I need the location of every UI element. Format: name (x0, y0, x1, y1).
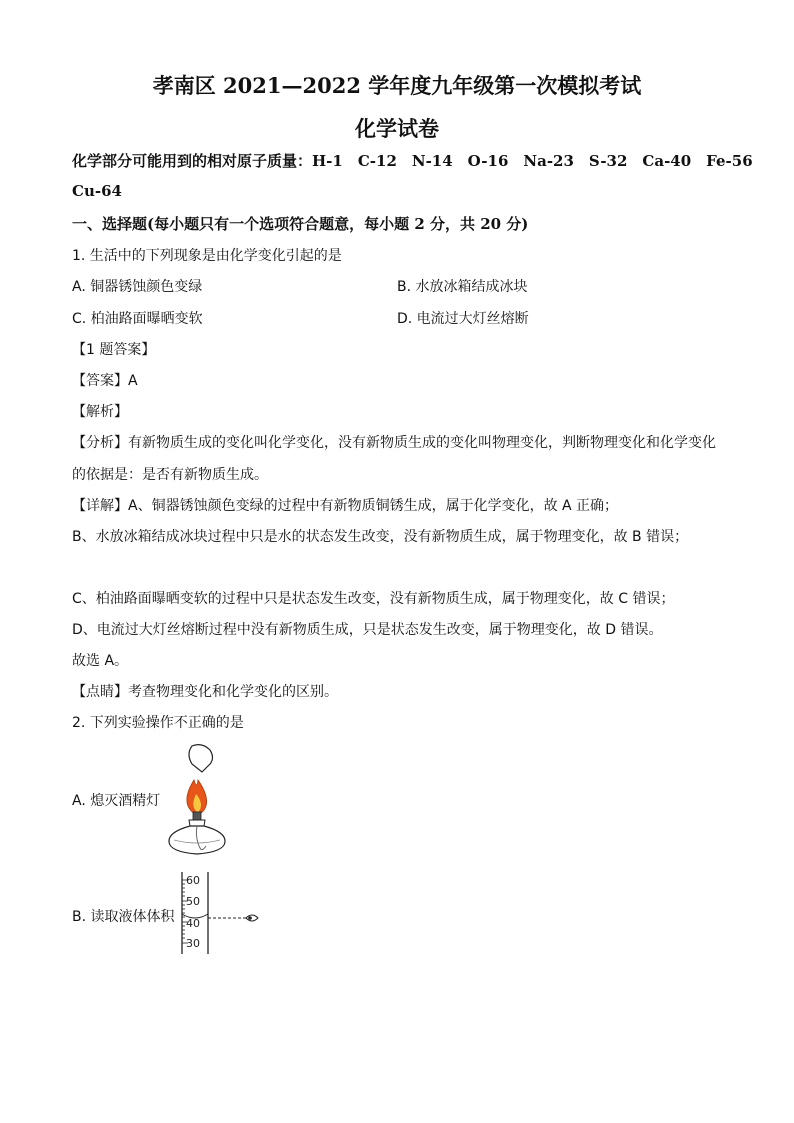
q1-option-d: D. 电流过大灯丝熔断 (397, 311, 529, 327)
q1-detail-d: D、电流过大灯丝熔断过程中没有新物质生成，只是状态发生改变，属于物理变化，故 D 错误。 (72, 622, 663, 638)
q2-option-b: B. 读取液体体积 (72, 909, 175, 925)
cylinder-tick-label: 30 (186, 937, 200, 950)
q1-analysis-line1: 【分析】有新物质生成的变化叫化学变化，没有新物质生成的变化叫物理变化，判断物理变化和化学变化 (72, 435, 716, 451)
alcohol-lamp-figure (162, 742, 232, 860)
q1-detail-c: C、柏油路面曝晒变软的过程中只是状态发生改变，没有新物质生成，属于物理变化，故 C 错误； (72, 591, 675, 607)
q2-option-a: A. 熄灭酒精灯 (72, 793, 161, 809)
cylinder-tick-label: 60 (186, 874, 200, 887)
q1-analysis-line2: 的依据是：是否有新物质生成。 (72, 467, 268, 483)
q2-stem: 2. 下列实验操作不正确的是 (72, 715, 244, 731)
lamp-cap-icon (189, 745, 213, 772)
q1-option-b: B. 水放冰箱结成冰块 (397, 279, 528, 295)
atomic-masses-line1: 化学部分可能用到的相对原子质量：H-1 C-12 N-14 O-16 Na-23 S-32 Ca-40 Fe-56 (72, 152, 753, 170)
atomic-masses-line2: Cu-64 (72, 182, 122, 200)
q1-answer: 【答案】A (72, 373, 138, 389)
q1-stem: 1. 生活中的下列现象是由化学变化引起的是 (72, 248, 342, 264)
q1-answer-title: 【1 题答案】 (72, 342, 156, 358)
q1-option-a: A. 铜器锈蚀颜色变绿 (72, 279, 203, 295)
q1-detail-b: B、水放冰箱结成冰块过程中只是水的状态发生改变，没有新物质生成，属于物理变化，故 B 错误； (72, 529, 689, 545)
page-subtitle: 化学试卷 (355, 116, 439, 141)
q1-comment: 【点睛】考查物理变化和化学变化的区别。 (72, 684, 338, 700)
page-title: 孝南区 2021—2022 学年度九年级第一次模拟考试 (152, 73, 642, 98)
graduated-cylinder-figure (174, 870, 270, 956)
eye-icon (246, 915, 258, 921)
q1-detail-a: 【详解】A、铜器锈蚀颜色变绿的过程中有新物质铜锈生成，属于化学变化，故 A 正确； (72, 498, 619, 514)
q1-option-c: C. 柏油路面曝晒变软 (72, 311, 203, 327)
cylinder-tick-label: 50 (186, 895, 200, 908)
section-heading: 一、选择题(每小题只有一个选项符合题意，每小题 2 分，共 20 分) (72, 215, 529, 233)
q1-analysis-title: 【解析】 (72, 404, 128, 420)
q1-conclusion: 故选 A。 (72, 653, 129, 669)
cylinder-tick-label: 40 (186, 917, 200, 930)
